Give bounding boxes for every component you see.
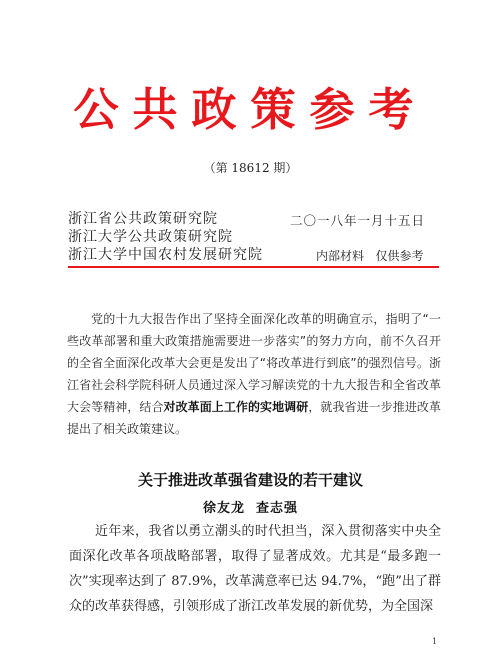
body-paragraph: 近年来，我省以勇立潮头的时代担当，深入贯彻落实中央全面深化改革各项战略部署，取得了显著成效。尤其是“最多跑一次”实现率达到了 87.9%，改革满意率已达 94.7%，“跑”出了群众的改革获得感，引领形成了浙江改革发展的新优势，为全国深 bbox=[69, 524, 441, 614]
institution-2: 浙江大学公共政策研究院 bbox=[68, 229, 233, 245]
intro-bold-text: 对改革面上工作的实地调研 bbox=[163, 400, 309, 414]
intro-text-2: ，就我省进一步推进改革提出了相关政策建议。 bbox=[67, 400, 441, 436]
institution-3: 浙江大学中国农村发展研究院 bbox=[68, 247, 263, 263]
page-number: 1 bbox=[432, 637, 438, 646]
intro-paragraph bbox=[67, 308, 441, 440]
issue-number: （第 18612 期） bbox=[203, 161, 298, 175]
institution-1: 浙江省公共政策研究院 bbox=[68, 211, 218, 227]
internal-note: 内部材料 仅供参考 bbox=[316, 249, 424, 263]
publish-date: 二〇一八年一月十五日 bbox=[290, 213, 426, 228]
intro-text-1: 党的十九大报告作出了坚持全面深化改革的明确宣示，指明了“一些改革部署和重大政策措施需要进一步落实”的努力方向，前不久召开的全省全面深化改革大会更是发出了“将改革进行到底”的强烈信号。浙江省社会科学院科研人员通过深入学习解读党的十九大报告和全省改革大会等精神，结合 bbox=[67, 312, 441, 414]
article-authors: 徐友龙 查志强 bbox=[202, 501, 299, 516]
masthead-title: 公共政策参考 bbox=[73, 83, 428, 136]
article-title: 关于推进改革强省建设的若干建议 bbox=[137, 471, 363, 489]
header-divider bbox=[68, 266, 439, 268]
article-body bbox=[69, 519, 441, 619]
